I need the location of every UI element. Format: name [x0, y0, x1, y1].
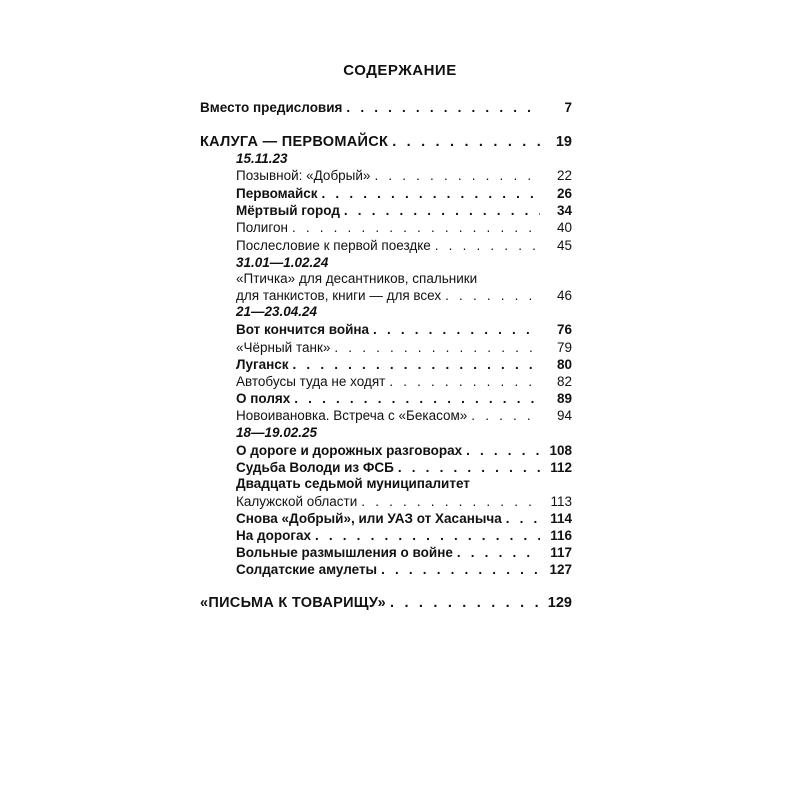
entry-page: 94 [556, 408, 572, 423]
entry-page: 76 [556, 322, 572, 337]
leader-dots [334, 340, 540, 356]
section-text: «ПИСЬМА К ТОВАРИЩУ» [200, 595, 386, 611]
entry-text: Судьба Володи из ФСБ [236, 460, 394, 475]
toc-entry [236, 543, 572, 561]
entry-page: 114 [550, 511, 572, 526]
toc-entry [236, 372, 572, 390]
entry-page: 26 [556, 186, 572, 201]
toc-entry [236, 166, 572, 184]
toc-title: СОДЕРЖАНИЕ [343, 62, 457, 79]
leader-dots [506, 511, 540, 527]
toc-entry [236, 406, 572, 424]
leader-dots [435, 238, 540, 254]
toc-entry [200, 98, 572, 116]
entry-text: Первомайск [236, 186, 318, 201]
toc-entry [236, 218, 572, 236]
toc-entry [236, 338, 572, 356]
entry-text: «Чёрный танк» [236, 340, 331, 355]
toc-entry [236, 492, 572, 510]
entry-text: Автобусы туда не ходят [236, 374, 386, 389]
toc-section [200, 132, 572, 150]
leader-dots [315, 528, 540, 544]
entry-page: 46 [556, 288, 572, 303]
entry-text: Калужской области [236, 494, 358, 509]
entry-text: для танкистов, книги — для всех [236, 288, 442, 303]
entry-page: 22 [556, 168, 572, 183]
leader-dots [361, 494, 540, 510]
toc-entry [236, 286, 572, 304]
entry-page: 7 [564, 100, 572, 115]
toc-entry [236, 526, 572, 544]
entry-text-line: Двадцать седьмой муниципалитет [236, 476, 470, 491]
section-page: 129 [547, 595, 572, 611]
entry-page: 108 [549, 443, 572, 458]
toc-entry [236, 236, 572, 254]
date-heading: 15.11.23 [236, 151, 288, 166]
leader-dots [392, 134, 540, 150]
entry-page: 40 [556, 220, 572, 235]
leader-dots [344, 203, 540, 219]
leader-dots [445, 288, 540, 304]
leader-dots [398, 460, 540, 476]
toc-entry [236, 441, 572, 459]
entry-text: Мёртвый город [236, 203, 340, 218]
entry-page: 82 [556, 374, 572, 389]
entry-text: Новоивановка. Встреча с «Бекасом» [236, 408, 468, 423]
toc-entry [236, 184, 572, 202]
leader-dots [294, 391, 540, 407]
entry-page: 79 [556, 340, 572, 355]
section-page: 19 [555, 134, 572, 150]
toc-entry [236, 201, 572, 219]
date-heading: 31.01—1.02.24 [236, 255, 329, 270]
toc-entry [236, 355, 572, 373]
leader-dots [292, 220, 540, 236]
entry-text: О дороге и дорожных разговорах [236, 443, 463, 458]
leader-dots [346, 100, 540, 116]
section-text: КАЛУГА — ПЕРВОМАЙСК [200, 134, 389, 150]
entry-text: Вот кончится война [236, 322, 370, 337]
leader-dots [322, 186, 540, 202]
leader-dots [466, 443, 540, 459]
entry-text: Полигон [236, 220, 288, 235]
entry-page: 34 [556, 203, 572, 218]
leader-dots [471, 408, 540, 424]
entry-text: Вместо предисловия [200, 100, 343, 115]
entry-page: 112 [550, 460, 572, 475]
toc-entry [236, 458, 572, 476]
toc-entry [236, 560, 572, 578]
entry-text: Вольные размышления о войне [236, 545, 453, 560]
entry-text: Позывной: «Добрый» [236, 168, 371, 183]
toc-entry [236, 509, 572, 527]
toc-entry [236, 320, 572, 338]
entry-text: О полях [236, 391, 291, 406]
entry-page: 80 [556, 357, 572, 372]
entry-text: Солдатские амулеты [236, 562, 378, 577]
entry-page: 117 [550, 545, 572, 560]
entry-text: Послесловие к первой поездке [236, 238, 431, 253]
date-heading: 21—23.04.24 [236, 304, 318, 319]
date-heading: 18—19.02.25 [236, 425, 318, 440]
leader-dots [457, 545, 540, 561]
leader-dots [293, 357, 540, 373]
entry-text: Снова «Добрый», или УАЗ от Хасаныча [236, 511, 502, 526]
entry-page: 116 [550, 528, 572, 543]
leader-dots [390, 595, 540, 611]
toc-section [200, 593, 572, 611]
entry-page: 45 [556, 238, 572, 253]
entry-text: Луганск [236, 357, 289, 372]
leader-dots [381, 562, 540, 578]
entry-page: 89 [556, 391, 572, 406]
leader-dots [389, 374, 540, 390]
entry-page: 127 [549, 562, 572, 577]
leader-dots [374, 168, 540, 184]
toc-entry [236, 389, 572, 407]
entry-page: 113 [550, 494, 572, 509]
entry-text-line: «Птичка» для десантников, спальники [236, 271, 478, 286]
entry-text: На дорогах [236, 528, 311, 543]
leader-dots [373, 322, 540, 338]
